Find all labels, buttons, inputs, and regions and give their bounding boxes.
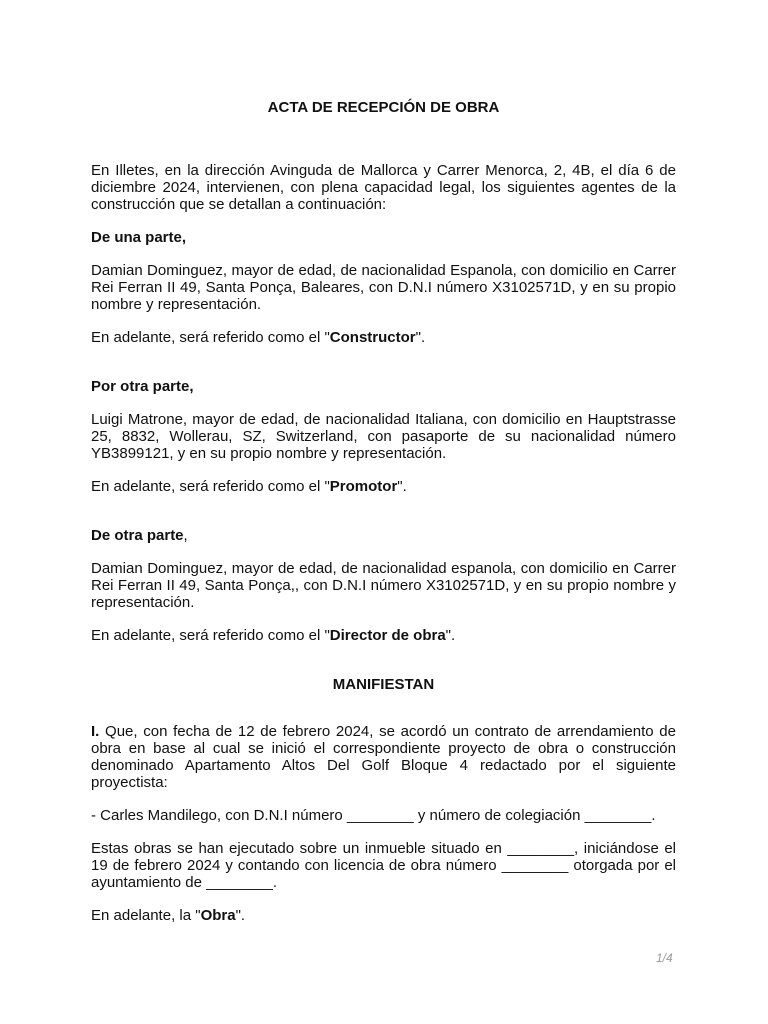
referred-prefix: En adelante, será referido como el " [91,627,330,644]
clause-text: Que, con fecha de 12 de febrero 2024, se acordó un contrato de arrendamiento de obra en base al cual se inició el correspondiente proyecto de obra o construcción denominado Apartamento Altos Del Golf Bloque 4 redactado por el siguiente proyectista: [91,723,676,791]
spacer [91,511,676,527]
party-heading [91,527,676,544]
designer-line: - Carles Mandilego, con D.N.I número ________ y número de colegiación ________. [91,807,656,824]
referred-suffix: ". [415,329,426,346]
obra-prefix: En adelante, la " [91,907,201,924]
party-referred-as [91,329,676,346]
referred-prefix: En adelante, será referido como el " [91,329,330,346]
party-heading [91,378,676,395]
party-heading [91,229,676,246]
clause-paragraph [91,723,676,791]
spacer [91,362,676,378]
spacer [91,660,676,676]
party-heading-rest: , [183,527,188,544]
obra-definition [91,907,676,924]
party-role: Promotor [329,478,398,495]
page-number: 1/4 [656,951,673,965]
obra-term: Obra [200,907,236,924]
party-description: Damian Dominguez, mayor de edad, de nacionalidad Espanola, con domicilio en Carrer Rei Ferran II 49, Santa Ponça, Baleares, con D.N.I número X3102571D, y en su propio nombre y representación. [91,262,676,313]
document-title: ACTA DE RECEPCIÓN DE OBRA [267,99,500,116]
party-role: Director de obra [329,627,446,644]
referred-suffix: ". [397,478,407,495]
party-description: Damian Dominguez, mayor de edad, de nacionalidad espanola, con domicilio en Carrer Rei Ferran II 49, Santa Ponça,, con D.N.I número X3102571D, y en su propio nombre y representación. [91,560,676,611]
party-heading-text: De una parte, [91,229,187,246]
party-referred-as [91,478,676,495]
party-role: Constructor [329,329,416,346]
document-body [91,99,676,940]
intro-paragraph: En Illetes, en la dirección Avinguda de Mallorca y Carrer Menorca, 2, 4B, el día 6 de diciembre 2024, intervienen, con plena capacidad legal, los siguientes agentes de la construcción que se detallan a continuación: [91,162,676,213]
referred-suffix: ". [445,627,456,644]
party-referred-as [91,627,676,644]
party-description: Luigi Matrone, mayor de edad, de nacionalidad Italiana, con domicilio en Hauptstrasse 25, 8832, Wollerau, SZ, Switzerland, con pasaporte de su nacionalidad número YB3899121, y en su propio nombre y representación. [91,411,676,462]
works-paragraph: Estas obras se han ejecutado sobre un inmueble situado en ________, iniciándose el 19 de febrero 2024 y contando con licencia de obra número ________ otorgada por el ayuntamiento de ________. [91,840,676,891]
manifiestan-heading: MANIFIESTAN [332,676,435,693]
party-heading-text: De otra parte [91,527,184,544]
party-heading-text: Por otra parte, [91,378,194,395]
obra-suffix: ". [235,907,246,924]
clause-numeral: I. [91,723,100,740]
referred-prefix: En adelante, será referido como el " [91,478,330,495]
